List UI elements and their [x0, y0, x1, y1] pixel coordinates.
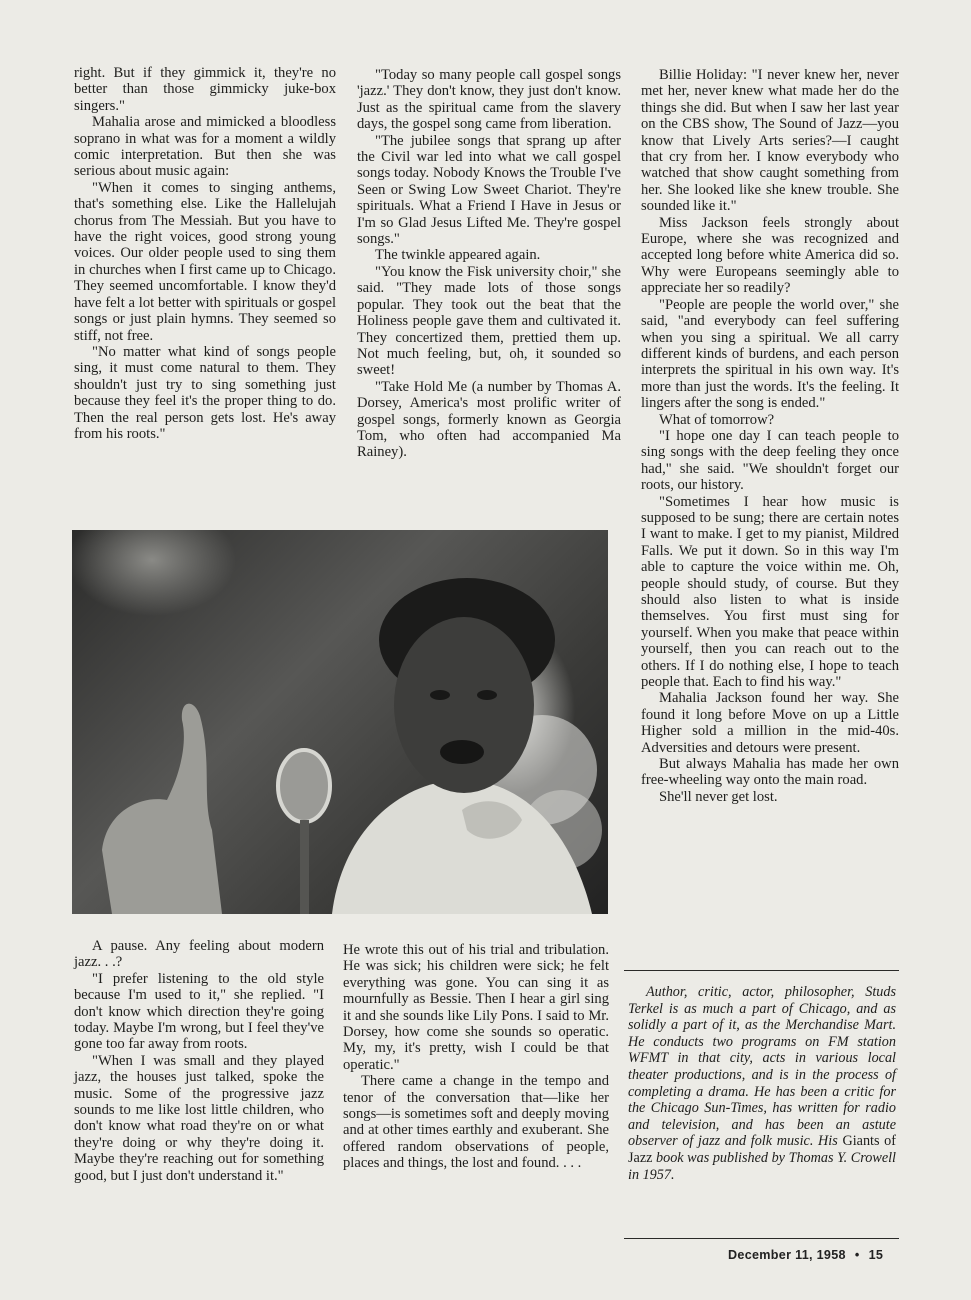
page-footer	[728, 1248, 883, 1262]
paragraph: "Take Hold Me (a number by Thomas A. Dorsey, America's most prolific writer of gospel songs, formerly known as Georgia Tom, who often had accompanied Ma Rainey).	[357, 378, 621, 461]
paragraph: "I prefer listening to the old style because I'm used to it," she replied. "I don't know which direction they're going today. Maybe I'm wrong, but I feel they've gone too far away from roots.	[74, 970, 324, 1053]
paragraph: Miss Jackson feels strongly about Europe, where she was recognized and accepted long before white America did so. Why were Europeans seemingly able to appreciate her so readily?	[641, 214, 899, 297]
paragraph: The twinkle appeared again.	[375, 247, 541, 264]
paragraph: What of tomorrow?	[659, 411, 775, 428]
paragraph: "When I was small and they played jazz, the houses just talked, spoke the music. Some of the progressive jazz sounds to me like lost little children, who don't know what road they're on or what they're doing or why they're doing it. Maybe they're reaching out for something good, but I just don't understand it."	[74, 1052, 324, 1184]
bio-rule-top	[624, 970, 899, 971]
photo-illustration	[72, 530, 608, 914]
author-bio-text: Author, critic, actor, philosopher, Studs Terkel is as much a part of Chicago, and as solidly a part of it, as the Merchandise Mart. He conducts two programs on FM station WFMT in that city, acts in various local theater productions, and is in the process of completing a drama. He has been a critic for the Chicago Sun-Times, has written for radio and television, and has been an astute observer of jazz and folk music. His Giants of Jazz book was published by Thomas Y. Crowell in 1957.	[628, 984, 896, 1183]
footer-bullet: •	[854, 1248, 860, 1262]
paragraph: There came a change in the tempo and tenor of the conversation that—like her songs—is sometimes soft and deeply moving and at other times earthly and exuberant. She offered random observations of people, places and things, the lost and found. . . .	[343, 1073, 609, 1172]
author-bio	[628, 984, 896, 1183]
article-column-4	[74, 938, 324, 1184]
issue-date: December 11, 1958	[728, 1248, 846, 1262]
paragraph: Mahalia arose and mimicked a bloodless soprano in what was for a moment a wildly comic interpretation. But then she was serious about music again:	[74, 114, 336, 180]
paragraph: "You know the Fisk university choir," she said. "They made lots of those songs popular. They took out the beat that the Holiness people gave them and cultivated it. They concertized them, prettied them up. Not much feeling, but, oh, it sounded so sweet!	[357, 263, 621, 379]
paragraph: "When it comes to singing anthems, that's something else. Like the Hallelujah chorus from The Messiah. But you have to have the right voices, good strong young voices. Our older people used to sing them in churches when I first came up to Chicago. They seemed uncomfortable. I know they'd have felt a lot better with spirituals or gospel songs or just plain hymns. They seemed so stiff, not free.	[74, 179, 336, 344]
paragraph: But always Mahalia has made her own free-wheeling way onto the main road.	[641, 756, 899, 789]
page-number: 15	[868, 1248, 884, 1262]
paragraph: A pause. Any feeling about modern jazz. . .?	[74, 938, 324, 971]
paragraph: "I hope one day I can teach people to sing songs with the deep feeling they once had," she said. "We shouldn't forget our roots, our history.	[641, 427, 899, 494]
paragraph: She'll never get lost.	[659, 788, 778, 805]
article-column-2	[357, 67, 621, 461]
article-column-1	[74, 65, 336, 442]
paragraph: Billie Holiday: "I never knew her, never met her, never knew what made her do the things she did. But when I saw her last year on the CBS show, The Sound of Jazz—you know that Lively Arts series?—I caught that cry from her. I know everybody who watched that show caught something from her. She looked like she knew trouble. She sounded like it."	[641, 67, 899, 215]
paragraph: Mahalia Jackson found her way. She found it long before Move on up a Little Higher sold a million in the mid-40s. Adversities and detours were present.	[641, 690, 899, 756]
book-title: Giants of Jazz	[628, 1133, 896, 1166]
paragraph: He wrote this out of his trial and tribulation. He was sick; his children were sick; he felt everything was gone. You can sing it as mournfully as Bessie. Then I hear a girl sing it and she sounds like Lily Pons. I said to Mr. Dorsey, how come she sounds so operatic. My, my, it's pretty, wish I could be that operatic."	[343, 942, 609, 1073]
mahalia-jackson-photo	[72, 530, 608, 914]
paragraph: "No matter what kind of songs people sing, it must come natural to them. They shouldn't just try to sing something just because they feel it's the proper thing to do. Then the real person gets lost. He's away from his roots."	[74, 343, 336, 442]
paragraph: "People are people the world over," she said, "and everybody can feel suffering when you sing a spiritual. We all carry different kinds of burdens, and each person interprets the spiritual in his own way. It's more than just the words. It's the feeling. It lingers after the song is ended."	[641, 296, 899, 412]
paragraph: right. But if they gimmick it, they're no better than those gimmicky juke-box singers."	[74, 65, 336, 114]
paragraph: "The jubilee songs that sprang up after the Civil war led into what we call gospel songs today. Nobody Knows the Trouble I've Seen or Swing Low Sweet Chariot. They're spirituals. What a Friend I Have in Jesus or I'm so Glad Jesus Lifted Me. They're gospel songs."	[357, 132, 621, 248]
article-column-5	[343, 942, 609, 1172]
paragraph: "Today so many people call gospel songs 'jazz.' They don't know, they just don't know. Just as the spiritual came from the slavery days, the gospel song came from liberation.	[357, 67, 621, 133]
paragraph: "Sometimes I hear how music is supposed to be sung; there are certain notes I want to make. I get to my pianist, Mildred Falls. We put it down. So in this way I'm able to capture the voice within me. Oh, people should study, of course. But they should also listen to what is inside themselves. You first must sing for yourself. When you make that peace within yourself, then you can reach out to the others. If I do nothing else, I hope to teach people that. Each to find his way."	[641, 493, 899, 691]
bio-rule-bottom	[624, 1238, 899, 1239]
article-column-3	[641, 67, 899, 805]
